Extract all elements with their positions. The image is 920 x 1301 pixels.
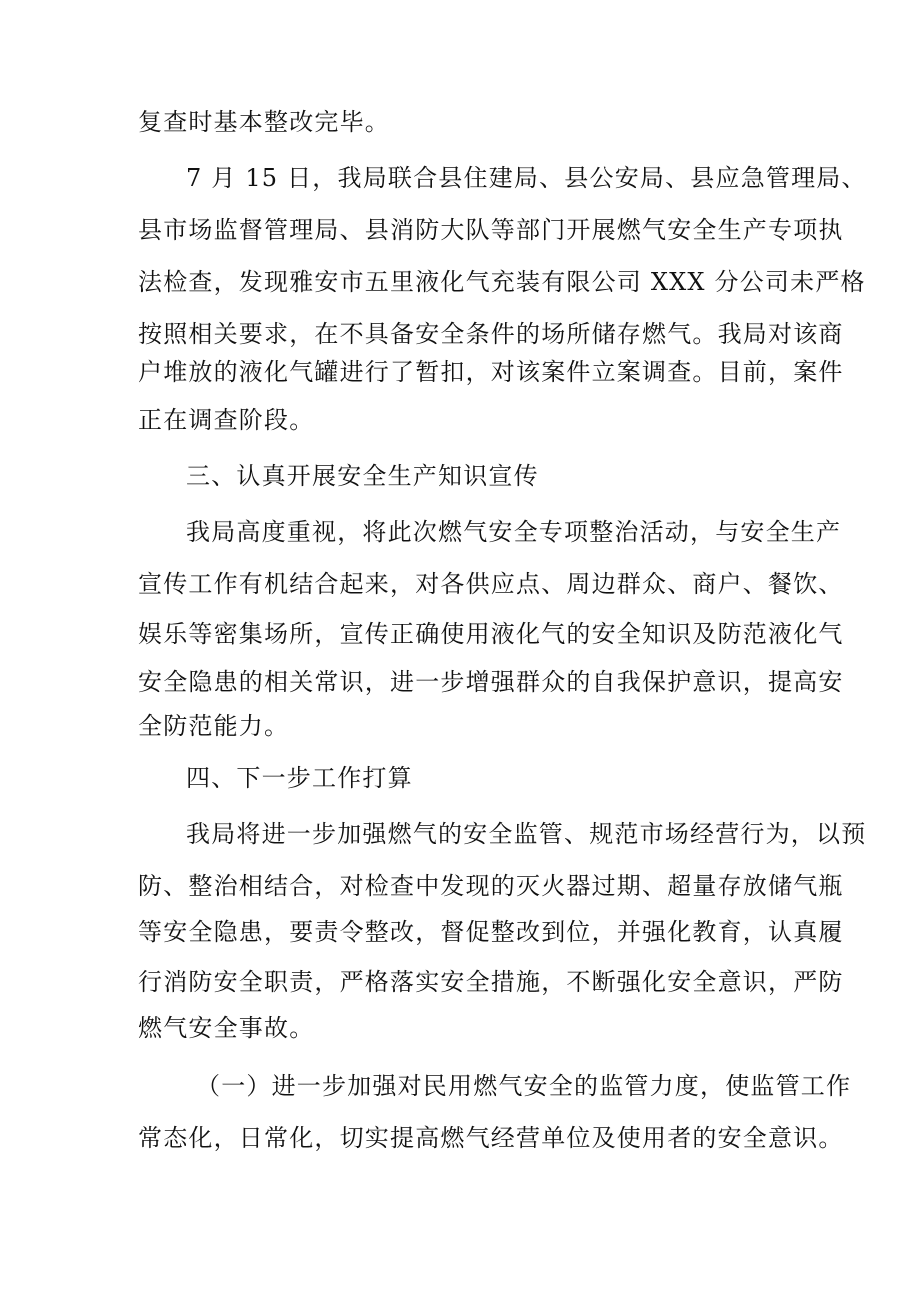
paragraph-line: 7 月 15 日，我局联合县住建局、县公安局、县应急管理局、 xyxy=(186,164,867,192)
paragraph-line: 法检查，发现雅安市五里液化气充装有限公司 XXX 分公司未严格 xyxy=(138,268,866,296)
section-heading: 三、认真开展安全生产知识宣传 xyxy=(186,462,539,490)
paragraph-line: 宣传工作有机结合起来，对各供应点、周边群众、商户、餐饮、 xyxy=(138,570,844,598)
paragraph-line: 常态化，日常化，切实提高燃气经营单位及使用者的安全意识。 xyxy=(138,1124,844,1152)
paragraph-line: 安全隐患的相关常识，进一步增强群众的自我保护意识，提高安 xyxy=(138,668,844,696)
paragraph-line: 娱乐等密集场所，宣传正确使用液化气的安全知识及防范液化气 xyxy=(138,620,844,648)
paragraph-line: 燃气安全事故。 xyxy=(138,1014,315,1042)
paragraph-line: （一）进一步加强对民用燃气安全的监管力度，使监管工作 xyxy=(196,1072,852,1100)
paragraph-line: 我局高度重视，将此次燃气安全专项整治活动，与安全生产 xyxy=(186,518,842,546)
paragraph-line: 防、整治相结合，对检查中发现的灭火器过期、超量存放储气瓶 xyxy=(138,872,844,900)
paragraph-line: 县市场监督管理局、县消防大队等部门开展燃气安全生产专项执 xyxy=(138,216,844,244)
paragraph-line: 行消防安全职责，严格落实安全措施，不断强化安全意识，严防 xyxy=(138,968,844,996)
section-heading: 四、下一步工作打算 xyxy=(186,764,413,792)
paragraph-line: 我局将进一步加强燃气的安全监管、规范市场经营行为，以预 xyxy=(186,820,867,848)
paragraph-line: 等安全隐患，要责令整改，督促整改到位，并强化教育，认真履 xyxy=(138,918,844,946)
paragraph-line: 复查时基本整改完毕。 xyxy=(138,108,390,136)
paragraph-line: 户堆放的液化气罐进行了暂扣，对该案件立案调查。目前，案件 xyxy=(138,358,844,386)
paragraph-line: 正在调查阶段。 xyxy=(138,406,315,434)
paragraph-line: 按照相关要求，在不具备安全条件的场所储存燃气。我局对该商 xyxy=(138,320,844,348)
paragraph-line: 全防范能力。 xyxy=(138,712,290,740)
